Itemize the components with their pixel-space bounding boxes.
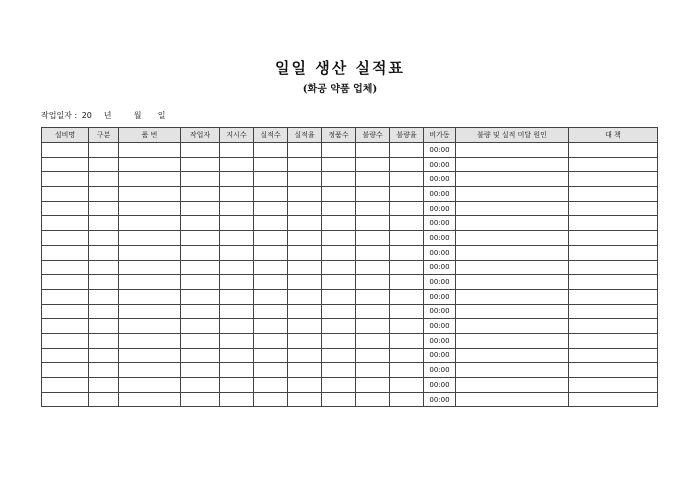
- cell-cause[interactable]: [456, 275, 569, 290]
- cell-good-qty[interactable]: [322, 157, 356, 172]
- col-header-actual-rate: 실적율: [288, 128, 322, 143]
- cell-equipment[interactable]: [42, 157, 89, 172]
- cell-category[interactable]: [89, 378, 119, 393]
- cell-worker[interactable]: [181, 201, 220, 216]
- table-row: [42, 363, 658, 378]
- table-row: [42, 304, 658, 319]
- cell-category[interactable]: [89, 319, 119, 334]
- cell-defect-qty[interactable]: [356, 157, 390, 172]
- cell-actual-rate[interactable]: [288, 157, 322, 172]
- cell-countermeasure[interactable]: [569, 201, 658, 216]
- col-header-good-qty: 정품수: [322, 128, 356, 143]
- cell-good-qty[interactable]: [322, 289, 356, 304]
- cell-defect-rate[interactable]: [390, 157, 424, 172]
- cell-actual-qty[interactable]: [254, 319, 288, 334]
- table-row: [42, 201, 658, 216]
- cell-cause[interactable]: [456, 392, 569, 407]
- cell-category[interactable]: [89, 260, 119, 275]
- cell-cause[interactable]: [456, 143, 569, 158]
- cell-actual-qty[interactable]: [254, 172, 288, 187]
- cell-order-qty[interactable]: [220, 260, 254, 275]
- cell-actual-qty[interactable]: [254, 201, 288, 216]
- cell-actual-rate[interactable]: [288, 231, 322, 246]
- cell-part-number[interactable]: [119, 319, 181, 334]
- cell-worker[interactable]: [181, 157, 220, 172]
- cell-actual-rate[interactable]: [288, 289, 322, 304]
- cell-defect-qty[interactable]: [356, 201, 390, 216]
- cell-actual-qty[interactable]: [254, 348, 288, 363]
- work-date-year-unit: 년: [103, 111, 112, 120]
- cell-downtime[interactable]: 00:00: [424, 363, 456, 378]
- cell-worker[interactable]: [181, 378, 220, 393]
- cell-downtime[interactable]: 00:00: [424, 201, 456, 216]
- cell-worker[interactable]: [181, 143, 220, 158]
- cell-equipment[interactable]: [42, 201, 89, 216]
- cell-worker[interactable]: [181, 172, 220, 187]
- cell-equipment[interactable]: [42, 216, 89, 231]
- cell-cause[interactable]: [456, 231, 569, 246]
- cell-defect-rate[interactable]: [390, 187, 424, 202]
- cell-actual-qty[interactable]: [254, 231, 288, 246]
- cell-order-qty[interactable]: [220, 348, 254, 363]
- work-date-line: [41, 110, 165, 121]
- table-row: [42, 187, 658, 202]
- cell-actual-rate[interactable]: [288, 363, 322, 378]
- cell-worker[interactable]: [181, 260, 220, 275]
- cell-good-qty[interactable]: [322, 275, 356, 290]
- cell-cause[interactable]: [456, 304, 569, 319]
- cell-defect-rate[interactable]: [390, 275, 424, 290]
- cell-part-number[interactable]: [119, 289, 181, 304]
- cell-category[interactable]: [89, 231, 119, 246]
- cell-good-qty[interactable]: [322, 392, 356, 407]
- col-header-defect-rate: 불량율: [390, 128, 424, 143]
- production-report-table: [41, 127, 658, 407]
- cell-category[interactable]: [89, 143, 119, 158]
- cell-downtime[interactable]: 00:00: [424, 143, 456, 158]
- cell-defect-qty[interactable]: [356, 319, 390, 334]
- cell-defect-qty[interactable]: [356, 231, 390, 246]
- col-header-actual-qty: 실적수: [254, 128, 288, 143]
- cell-actual-rate[interactable]: [288, 378, 322, 393]
- cell-defect-rate[interactable]: [390, 245, 424, 260]
- work-date-day-unit: 일: [157, 111, 166, 120]
- cell-actual-rate[interactable]: [288, 143, 322, 158]
- cell-actual-rate[interactable]: [288, 172, 322, 187]
- cell-category[interactable]: [89, 348, 119, 363]
- cell-part-number[interactable]: [119, 172, 181, 187]
- cell-category[interactable]: [89, 275, 119, 290]
- table-row: [42, 260, 658, 275]
- cell-good-qty[interactable]: [322, 231, 356, 246]
- col-header-cause: 불량 및 실적 미달 원인: [456, 128, 569, 143]
- cell-cause[interactable]: [456, 289, 569, 304]
- cell-category[interactable]: [89, 333, 119, 348]
- cell-defect-qty[interactable]: [356, 378, 390, 393]
- cell-actual-qty[interactable]: [254, 260, 288, 275]
- cell-cause[interactable]: [456, 245, 569, 260]
- cell-equipment[interactable]: [42, 378, 89, 393]
- cell-worker[interactable]: [181, 289, 220, 304]
- cell-downtime[interactable]: 00:00: [424, 216, 456, 231]
- col-header-downtime: 비가동: [424, 128, 456, 143]
- cell-actual-rate[interactable]: [288, 245, 322, 260]
- cell-defect-rate[interactable]: [390, 363, 424, 378]
- cell-defect-rate[interactable]: [390, 348, 424, 363]
- cell-countermeasure[interactable]: [569, 143, 658, 158]
- cell-actual-qty[interactable]: [254, 245, 288, 260]
- cell-good-qty[interactable]: [322, 260, 356, 275]
- cell-defect-qty[interactable]: [356, 304, 390, 319]
- table-row: [42, 348, 658, 363]
- cell-defect-rate[interactable]: [390, 304, 424, 319]
- cell-defect-rate[interactable]: [390, 201, 424, 216]
- cell-defect-qty[interactable]: [356, 187, 390, 202]
- cell-cause[interactable]: [456, 260, 569, 275]
- table-row: [42, 333, 658, 348]
- cell-part-number[interactable]: [119, 260, 181, 275]
- cell-equipment[interactable]: [42, 304, 89, 319]
- header-row: [42, 128, 658, 143]
- cell-order-qty[interactable]: [220, 289, 254, 304]
- cell-downtime[interactable]: 00:00: [424, 378, 456, 393]
- cell-countermeasure[interactable]: [569, 172, 658, 187]
- cell-countermeasure[interactable]: [569, 289, 658, 304]
- col-header-defect-qty: 불량수: [356, 128, 390, 143]
- cell-equipment[interactable]: [42, 143, 89, 158]
- cell-actual-rate[interactable]: [288, 275, 322, 290]
- cell-category[interactable]: [89, 392, 119, 407]
- cell-actual-qty[interactable]: [254, 378, 288, 393]
- cell-worker[interactable]: [181, 275, 220, 290]
- cell-defect-qty[interactable]: [356, 245, 390, 260]
- col-header-category: 구분: [89, 128, 119, 143]
- table-row: [42, 275, 658, 290]
- cell-category[interactable]: [89, 201, 119, 216]
- cell-actual-qty[interactable]: [254, 289, 288, 304]
- cell-actual-qty[interactable]: [254, 392, 288, 407]
- col-header-equipment: 설비명: [42, 128, 89, 143]
- cell-downtime[interactable]: 00:00: [424, 245, 456, 260]
- cell-worker[interactable]: [181, 304, 220, 319]
- cell-part-number[interactable]: [119, 231, 181, 246]
- cell-worker[interactable]: [181, 231, 220, 246]
- cell-countermeasure[interactable]: [569, 378, 658, 393]
- cell-part-number[interactable]: [119, 245, 181, 260]
- cell-equipment[interactable]: [42, 289, 89, 304]
- cell-actual-qty[interactable]: [254, 363, 288, 378]
- cell-part-number[interactable]: [119, 143, 181, 158]
- cell-part-number[interactable]: [119, 333, 181, 348]
- cell-part-number[interactable]: [119, 348, 181, 363]
- cell-countermeasure[interactable]: [569, 260, 658, 275]
- page-subtitle: (화공 약품 업체): [302, 84, 378, 95]
- cell-defect-qty[interactable]: [356, 172, 390, 187]
- cell-category[interactable]: [89, 289, 119, 304]
- cell-actual-qty[interactable]: [254, 275, 288, 290]
- cell-worker[interactable]: [181, 348, 220, 363]
- cell-downtime[interactable]: 00:00: [424, 319, 456, 334]
- table-row: [42, 216, 658, 231]
- cell-actual-rate[interactable]: [288, 304, 322, 319]
- cell-equipment[interactable]: [42, 172, 89, 187]
- cell-downtime[interactable]: 00:00: [424, 392, 456, 407]
- work-date-year-prefix: 20: [81, 111, 92, 120]
- cell-actual-rate[interactable]: [288, 319, 322, 334]
- cell-countermeasure[interactable]: [569, 392, 658, 407]
- col-header-countermeasure: 대 책: [569, 128, 658, 143]
- table-row: [42, 319, 658, 334]
- cell-good-qty[interactable]: [322, 363, 356, 378]
- cell-cause[interactable]: [456, 201, 569, 216]
- cell-part-number[interactable]: [119, 216, 181, 231]
- cell-defect-rate[interactable]: [390, 260, 424, 275]
- cell-defect-rate[interactable]: [390, 231, 424, 246]
- cell-equipment[interactable]: [42, 260, 89, 275]
- cell-downtime[interactable]: 00:00: [424, 333, 456, 348]
- cell-part-number[interactable]: [119, 378, 181, 393]
- cell-downtime[interactable]: 00:00: [424, 157, 456, 172]
- cell-downtime[interactable]: 00:00: [424, 231, 456, 246]
- cell-equipment[interactable]: [42, 187, 89, 202]
- cell-defect-rate[interactable]: [390, 319, 424, 334]
- cell-downtime[interactable]: 00:00: [424, 275, 456, 290]
- cell-countermeasure[interactable]: [569, 275, 658, 290]
- cell-actual-qty[interactable]: [254, 333, 288, 348]
- cell-equipment[interactable]: [42, 275, 89, 290]
- table-row: [42, 392, 658, 407]
- cell-countermeasure[interactable]: [569, 319, 658, 334]
- cell-downtime[interactable]: 00:00: [424, 260, 456, 275]
- cell-category[interactable]: [89, 304, 119, 319]
- col-header-worker: 작업자: [181, 128, 220, 143]
- cell-good-qty[interactable]: [322, 201, 356, 216]
- cell-defect-qty[interactable]: [356, 275, 390, 290]
- cell-defect-qty[interactable]: [356, 289, 390, 304]
- cell-order-qty[interactable]: [220, 333, 254, 348]
- cell-order-qty[interactable]: [220, 231, 254, 246]
- table-row: [42, 245, 658, 260]
- cell-downtime[interactable]: 00:00: [424, 172, 456, 187]
- cell-equipment[interactable]: [42, 245, 89, 260]
- cell-category[interactable]: [89, 363, 119, 378]
- cell-order-qty[interactable]: [220, 172, 254, 187]
- cell-downtime[interactable]: 00:00: [424, 348, 456, 363]
- cell-defect-rate[interactable]: [390, 172, 424, 187]
- cell-actual-rate[interactable]: [288, 216, 322, 231]
- cell-defect-qty[interactable]: [356, 260, 390, 275]
- cell-order-qty[interactable]: [220, 275, 254, 290]
- cell-good-qty[interactable]: [322, 348, 356, 363]
- cell-cause[interactable]: [456, 378, 569, 393]
- cell-defect-rate[interactable]: [390, 216, 424, 231]
- cell-defect-rate[interactable]: [390, 289, 424, 304]
- cell-defect-qty[interactable]: [356, 333, 390, 348]
- table-row: [42, 378, 658, 393]
- cell-countermeasure[interactable]: [569, 363, 658, 378]
- cell-downtime[interactable]: 00:00: [424, 289, 456, 304]
- cell-defect-rate[interactable]: [390, 333, 424, 348]
- cell-category[interactable]: [89, 245, 119, 260]
- cell-worker[interactable]: [181, 333, 220, 348]
- cell-order-qty[interactable]: [220, 304, 254, 319]
- cell-part-number[interactable]: [119, 201, 181, 216]
- cell-good-qty[interactable]: [322, 304, 356, 319]
- table-body: [42, 143, 658, 407]
- cell-cause[interactable]: [456, 187, 569, 202]
- cell-cause[interactable]: [456, 319, 569, 334]
- cell-equipment[interactable]: [42, 392, 89, 407]
- cell-cause[interactable]: [456, 333, 569, 348]
- cell-equipment[interactable]: [42, 333, 89, 348]
- cell-cause[interactable]: [456, 172, 569, 187]
- table-row: [42, 143, 658, 158]
- cell-order-qty[interactable]: [220, 245, 254, 260]
- page-title: 일일 생산 실적표: [275, 59, 405, 77]
- cell-countermeasure[interactable]: [569, 157, 658, 172]
- cell-category[interactable]: [89, 187, 119, 202]
- cell-actual-rate[interactable]: [288, 348, 322, 363]
- work-date-label: 작업일자 :: [41, 111, 78, 120]
- cell-equipment[interactable]: [42, 363, 89, 378]
- cell-countermeasure[interactable]: [569, 187, 658, 202]
- cell-order-qty[interactable]: [220, 392, 254, 407]
- cell-actual-rate[interactable]: [288, 333, 322, 348]
- col-header-order-qty: 지시수: [220, 128, 254, 143]
- table-row: [42, 289, 658, 304]
- cell-order-qty[interactable]: [220, 378, 254, 393]
- table-row: [42, 172, 658, 187]
- work-date-month-unit: 월: [133, 111, 142, 120]
- cell-defect-qty[interactable]: [356, 216, 390, 231]
- cell-equipment[interactable]: [42, 319, 89, 334]
- table-row: [42, 231, 658, 246]
- cell-good-qty[interactable]: [322, 143, 356, 158]
- cell-defect-qty[interactable]: [356, 392, 390, 407]
- cell-good-qty[interactable]: [322, 172, 356, 187]
- cell-part-number[interactable]: [119, 363, 181, 378]
- cell-actual-qty[interactable]: [254, 216, 288, 231]
- cell-order-qty[interactable]: [220, 319, 254, 334]
- cell-worker[interactable]: [181, 187, 220, 202]
- cell-countermeasure[interactable]: [569, 231, 658, 246]
- cell-worker[interactable]: [181, 363, 220, 378]
- cell-worker[interactable]: [181, 319, 220, 334]
- cell-category[interactable]: [89, 216, 119, 231]
- cell-defect-qty[interactable]: [356, 348, 390, 363]
- cell-cause[interactable]: [456, 157, 569, 172]
- cell-countermeasure[interactable]: [569, 245, 658, 260]
- cell-defect-qty[interactable]: [356, 363, 390, 378]
- cell-order-qty[interactable]: [220, 216, 254, 231]
- cell-part-number[interactable]: [119, 275, 181, 290]
- cell-countermeasure[interactable]: [569, 333, 658, 348]
- cell-order-qty[interactable]: [220, 187, 254, 202]
- cell-cause[interactable]: [456, 363, 569, 378]
- cell-actual-rate[interactable]: [288, 187, 322, 202]
- cell-category[interactable]: [89, 172, 119, 187]
- col-header-part-number: 품 번: [119, 128, 181, 143]
- cell-countermeasure[interactable]: [569, 348, 658, 363]
- cell-order-qty[interactable]: [220, 201, 254, 216]
- cell-order-qty[interactable]: [220, 157, 254, 172]
- cell-defect-qty[interactable]: [356, 143, 390, 158]
- cell-actual-rate[interactable]: [288, 260, 322, 275]
- cell-good-qty[interactable]: [322, 245, 356, 260]
- cell-actual-rate[interactable]: [288, 392, 322, 407]
- cell-good-qty[interactable]: [322, 216, 356, 231]
- cell-defect-rate[interactable]: [390, 143, 424, 158]
- cell-actual-rate[interactable]: [288, 201, 322, 216]
- cell-good-qty[interactable]: [322, 187, 356, 202]
- cell-countermeasure[interactable]: [569, 216, 658, 231]
- cell-cause[interactable]: [456, 348, 569, 363]
- cell-order-qty[interactable]: [220, 363, 254, 378]
- cell-category[interactable]: [89, 157, 119, 172]
- cell-part-number[interactable]: [119, 187, 181, 202]
- cell-downtime[interactable]: 00:00: [424, 187, 456, 202]
- cell-countermeasure[interactable]: [569, 304, 658, 319]
- cell-order-qty[interactable]: [220, 143, 254, 158]
- cell-good-qty[interactable]: [322, 319, 356, 334]
- cell-part-number[interactable]: [119, 304, 181, 319]
- cell-worker[interactable]: [181, 392, 220, 407]
- cell-good-qty[interactable]: [322, 378, 356, 393]
- cell-downtime[interactable]: 00:00: [424, 304, 456, 319]
- cell-part-number[interactable]: [119, 392, 181, 407]
- cell-actual-qty[interactable]: [254, 143, 288, 158]
- cell-actual-qty[interactable]: [254, 187, 288, 202]
- cell-part-number[interactable]: [119, 157, 181, 172]
- cell-good-qty[interactable]: [322, 333, 356, 348]
- cell-defect-rate[interactable]: [390, 392, 424, 407]
- cell-equipment[interactable]: [42, 348, 89, 363]
- cell-defect-rate[interactable]: [390, 378, 424, 393]
- cell-actual-qty[interactable]: [254, 304, 288, 319]
- cell-cause[interactable]: [456, 216, 569, 231]
- table-row: [42, 157, 658, 172]
- cell-actual-qty[interactable]: [254, 157, 288, 172]
- cell-worker[interactable]: [181, 245, 220, 260]
- cell-worker[interactable]: [181, 216, 220, 231]
- cell-equipment[interactable]: [42, 231, 89, 246]
